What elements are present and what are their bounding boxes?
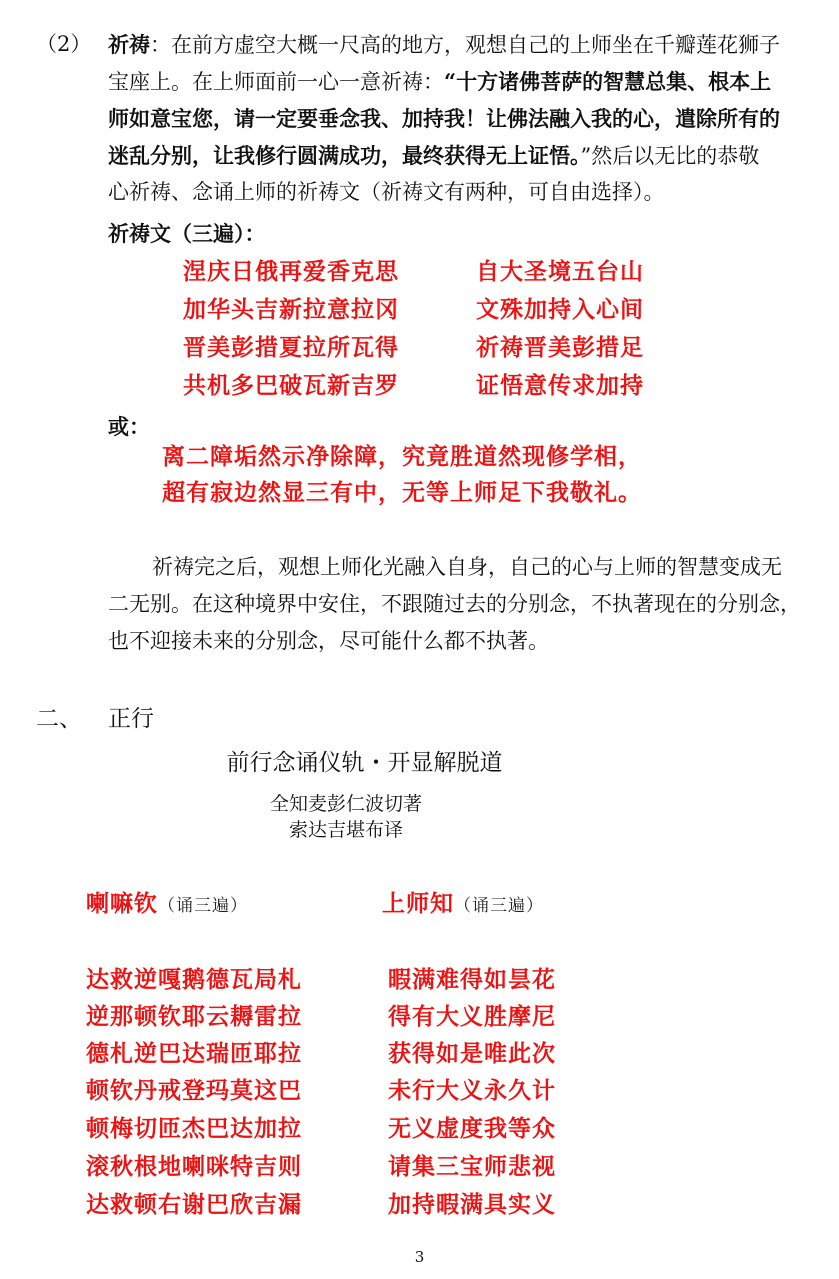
or-label: 或： bbox=[108, 414, 150, 439]
chant-verse-right: 获得如是唯此次 bbox=[388, 1041, 556, 1067]
alt-prayer-line: 超有寂边然显三有中，无等上师足下我敬礼。 bbox=[162, 479, 642, 506]
verse-line-right: 祈祷晋美彭措足 bbox=[476, 335, 644, 361]
liturgy-translator: 索达吉堪布译 bbox=[288, 819, 403, 841]
chant-verse-right: 暇满难得如昙花 bbox=[388, 967, 556, 993]
chant-verse-left: 逆那顿钦耶云耨雷拉 bbox=[86, 1003, 302, 1030]
verse-line-right: 文殊加持入心间 bbox=[476, 297, 644, 323]
section-number: 二、 bbox=[36, 706, 82, 732]
verse-line-left: 晋美彭措夏拉所瓦得 bbox=[183, 334, 399, 361]
verse-line-left: 加华头吉新拉意拉冈 bbox=[183, 296, 399, 323]
chant-verse-right: 未行大义永久计 bbox=[388, 1078, 556, 1104]
liturgy-title: 前行念诵仪轨・开显解脱道 bbox=[226, 750, 503, 776]
paragraph-line: 师如意宝您，请一定要垂念我、加持我！让佛法融入我的心，遣除所有的 bbox=[108, 106, 780, 131]
liturgy-author: 全知麦彭仁波切著 bbox=[269, 793, 422, 815]
prayer-heading: 祈祷文（三遍）： bbox=[108, 221, 266, 246]
item-number: （2） bbox=[36, 32, 92, 56]
section-title: 正行 bbox=[108, 706, 154, 732]
chant-verse-right: 加持暇满具实义 bbox=[388, 1192, 556, 1218]
paragraph-line: 迷乱分别，让我修行圆满成功，最终获得无上证悟。”然后以无比的恭敬 bbox=[108, 143, 760, 168]
chant-verse-right: 请集三宝师悲视 bbox=[388, 1154, 556, 1180]
alt-prayer-line: 离二障垢然示净除障，究竟胜道然现修学相， bbox=[162, 443, 642, 470]
paragraph-line: 宝座上。在上师面前一心一意祈祷：“十方诸佛菩萨的智慧总集、根本上 bbox=[108, 69, 772, 94]
paragraph-line: 祈祷完之后，观想上师化光融入自身，自己的心与上师的智慧变成无 bbox=[152, 555, 782, 579]
paragraph-line: 二无别。在这种境界中安住，不跟随过去的分别念，不执著现在的分别念， bbox=[108, 592, 801, 616]
chant-verse-right: 无义虚度我等众 bbox=[388, 1116, 556, 1142]
chant-verse-left: 顿钦丹戒登玛莫这巴 bbox=[86, 1077, 302, 1104]
verse-line-right: 证悟意传求加持 bbox=[476, 373, 644, 399]
chant-verse-left: 达救顿右谢巴欣吉漏 bbox=[86, 1191, 302, 1218]
chant-verse-left: 达救逆嘎鹅德瓦局札 bbox=[86, 966, 302, 993]
verse-line-right: 自大圣境五台山 bbox=[476, 259, 644, 285]
page-number: 3 bbox=[414, 1248, 425, 1266]
chant-verse-left: 滚秋根地喇咪特吉则 bbox=[86, 1153, 302, 1180]
verse-line-left: 共机多巴破瓦新吉罗 bbox=[183, 372, 399, 399]
paragraph-line: 也不迎接未来的分别念，尽可能什么都不执著。 bbox=[108, 629, 549, 653]
paragraph-line: 心祈祷、念诵上师的祈祷文（祈祷文有两种，可自由选择）。 bbox=[108, 180, 665, 204]
chant-heading-right: 上师知（诵三遍） bbox=[382, 891, 544, 917]
term-label: 祈祷 bbox=[108, 32, 150, 57]
chant-heading-left: 喇嘛钦（诵三遍） bbox=[86, 890, 248, 917]
paragraph-line: 祈祷：在前方虚空大概一尺高的地方，观想自己的上师坐在千瓣莲花狮子 bbox=[108, 32, 780, 57]
chant-verse-left: 德札逆巴达瑞匝耶拉 bbox=[86, 1040, 302, 1067]
verse-line-left: 涅庆日俄再爱香克思 bbox=[183, 258, 399, 285]
chant-verse-left: 顿梅切匝杰巴达加拉 bbox=[86, 1115, 302, 1142]
chant-verse-right: 得有大义胜摩尼 bbox=[388, 1004, 556, 1030]
